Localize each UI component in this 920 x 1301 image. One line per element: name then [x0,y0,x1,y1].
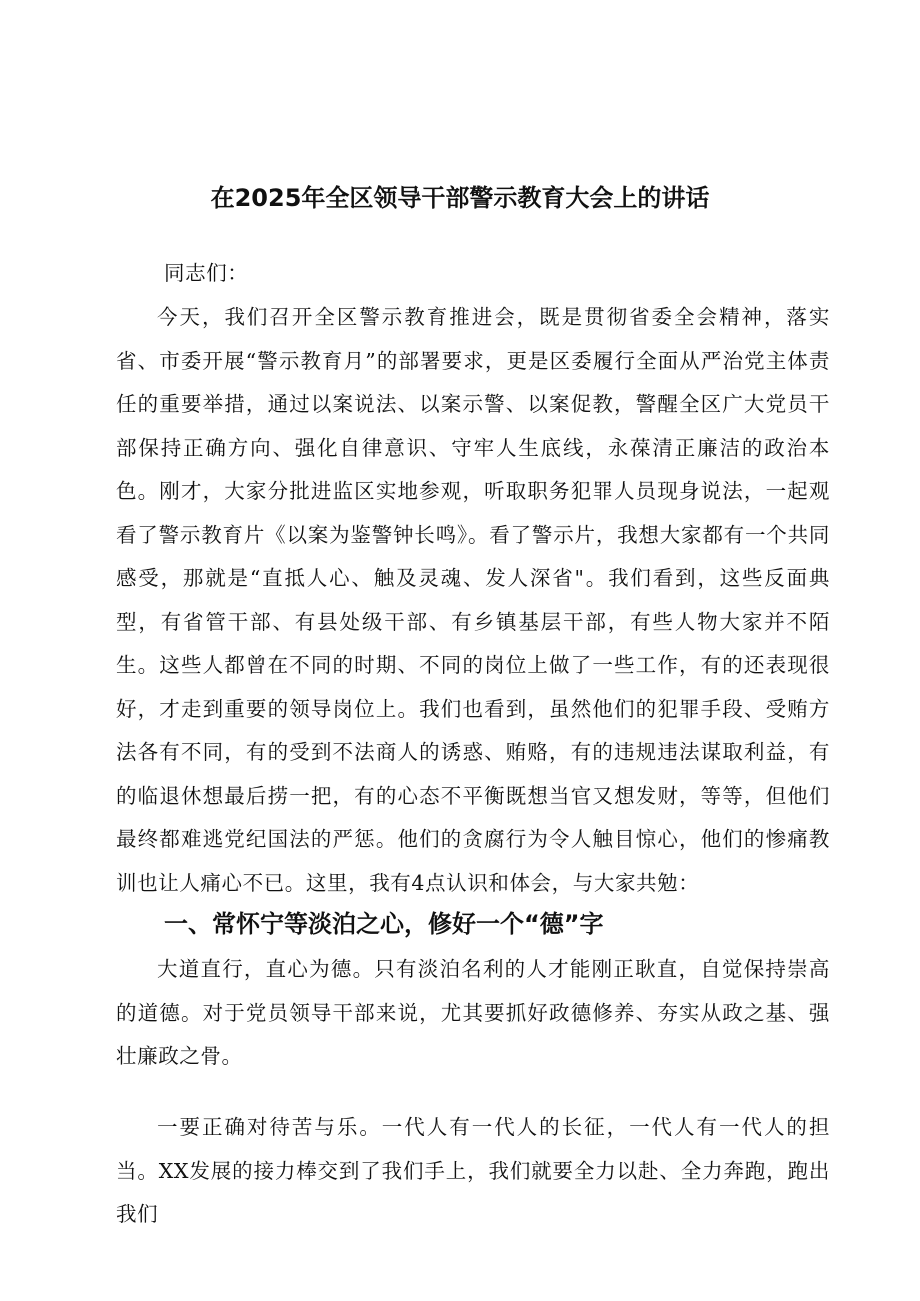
document-title: 在2025年全区领导干部警示教育大会上的讲话 [210,184,710,213]
section-heading: 一、常怀宁等淡泊之心，修好一个“德”字 [164,910,604,938]
salutation: 同志们： [164,261,249,285]
section-paragraph: 一要正确对待苦与乐。一代人有一代人的长征，一代人有一代人的担当。XX发展的接力棒交到了我们手上，我们就要全力以赴、全力奔跑，跑出我们 [116,1115,830,1226]
section-paragraph: 大道直行，直心为德。只有淡泊名利的人才能刚正耿直，自觉保持崇高的道德。对于党员领导干部来说，尤其要抓好政德修养、夯实从政之基、强壮廉政之骨。 [116,957,830,1068]
intro-paragraph: 今天，我们召开全区警示教育推进会，既是贯彻省委全会精神，落实省、市委开展“警示教育月”的部署要求，更是区委履行全面从严治党主体责任的重要举措，通过以案说法、以案示警、以案促教，警醒全区广大党员干部保持正确方向、强化自律意识、守牢人生底线，永葆清正廉洁的政治本色。刚才，大家分批进监区实地参观，听取职务犯罪人员现身说法，一起观看了警示教育片《以案为鉴警钟长鸣》。看了警示片，我想大家都有一个共同感受，那就是“直抵人心、触及灵魂、发人深省"。我们看到，这些反面典型，有省管干部、有县处级干部、有乡镇基层干部，有些人物大家并不陌生。这些人都曾在不同的时期、不同的岗位上做了一些工作，有的还表现很好，才走到重要的领导岗位上。我们也看到，虽然他们的犯罪手段、受贿方法各有不同，有的受到不法商人的诱惑、贿赂，有的违规违法谋取利益，有的临退休想最后捞一把，有的心态不平衡既想当官又想发财，等等，但他们最终都难逃党纪国法的严惩。他们的贪腐行为令人触目惊心，他们的惨痛教训也让人痛心不已。这里，我有4点认识和体会，与大家共勉： [116,305,830,895]
